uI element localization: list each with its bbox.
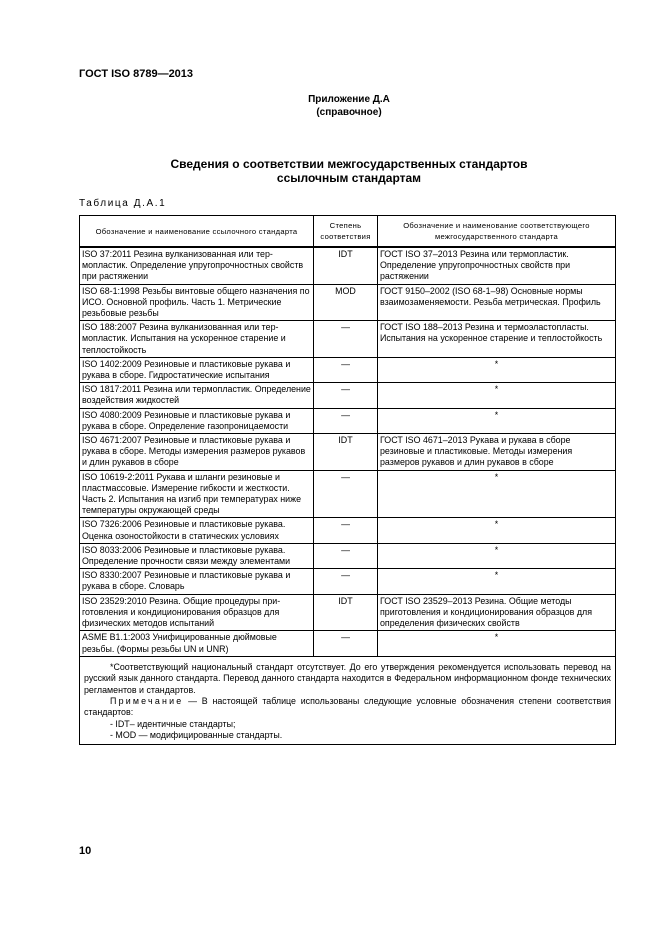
corr-cell: * xyxy=(378,357,616,382)
section-title xyxy=(0,157,661,185)
corr-cell: ГОСТ ISO 4671–2013 Рукава и рукава в сборе резиновые и пластиковые. Методы измерения размеров рукавов и длин рукавов в сборе xyxy=(378,434,616,471)
table-row xyxy=(80,569,616,594)
corr-cell: * xyxy=(378,518,616,543)
table-row xyxy=(80,631,616,656)
ref-cell: ISO 4671:2007 Резиновые и пластиковые рукава и рукава в сборе. Методы измерения размеров рукавов и длин рукавов в сборе xyxy=(80,434,314,471)
degree-cell: — xyxy=(314,518,378,543)
ref-cell: ASME B1.1:2003 Унифицированные дюймовые резьбы. (Формы резьбы UN и UNR) xyxy=(80,631,314,656)
appendix-subtitle: (справочное) xyxy=(316,107,382,118)
table-row xyxy=(80,284,616,321)
degree-cell: — xyxy=(314,321,378,358)
header-degree: Степень соответствия xyxy=(314,216,378,248)
corr-cell: ГОСТ ISO 37–2013 Резина или термопластик. Определение упругопрочностных свойств при растяжении xyxy=(378,247,616,284)
standards-table xyxy=(79,215,616,745)
table-row xyxy=(80,543,616,568)
table-row xyxy=(80,434,616,471)
corr-cell: ГОСТ 9150–2002 (ISO 68-1–98) Основные нормы взаимозаменяемости. Резьба метрическая. Профиль xyxy=(378,284,616,321)
degree-cell: — xyxy=(314,631,378,656)
table-row xyxy=(80,518,616,543)
header-corr: Обозначение и наименование соответствующего межгосударственного стандарта xyxy=(378,216,616,248)
corr-cell: * xyxy=(378,383,616,408)
degree-cell: IDT xyxy=(314,434,378,471)
corr-cell: * xyxy=(378,543,616,568)
ref-cell: ISO 188:2007 Резина вулканизованная или термопластик. Испытания на ускоренное старение и теплостойкость xyxy=(80,321,314,358)
table-notes-row xyxy=(80,656,616,744)
note-idt: - IDT– идентичные стандарты; xyxy=(110,718,236,729)
section-title-line1: Сведения о соответствии межгосударственных стандартов xyxy=(170,157,528,171)
ref-cell: ISO 1817:2011 Резина или термопластик. Определение воздействия жидкостей xyxy=(80,383,314,408)
table-row xyxy=(80,470,616,518)
table-notes-cell xyxy=(80,656,616,744)
ref-cell: ISO 7326:2006 Резиновые и пластиковые рукава. Оценка озоностойкости в статических условиях xyxy=(80,518,314,543)
ref-cell: ISO 4080:2009 Резиновые и пластиковые рукава и рукава в сборе. Определение газопроницаемости xyxy=(80,408,314,433)
degree-cell: IDT xyxy=(314,594,378,631)
degree-cell: — xyxy=(314,357,378,382)
ref-cell: ISO 8033:2006 Резиновые и пластиковые рукава. Определение прочности связи между элементами xyxy=(80,543,314,568)
page-number: 10 xyxy=(79,845,92,857)
corr-cell: * xyxy=(378,569,616,594)
degree-cell: MOD xyxy=(314,284,378,321)
corr-cell: * xyxy=(378,631,616,656)
ref-cell: ISO 1402:2009 Резиновые и пластиковые рукава и рукава в сборе. Гидростатические испытания xyxy=(80,357,314,382)
degree-cell: — xyxy=(314,408,378,433)
table-header-row xyxy=(80,216,616,248)
note-text: — В настоящей таблице использованы следующие условные обозначения степени соответствия стандартов: xyxy=(84,695,611,718)
note-word: Примечание xyxy=(110,695,184,706)
ref-cell: ISO 8330:2007 Резиновые и пластиковые рукава и рукава в сборе. Словарь xyxy=(80,569,314,594)
note-paragraph xyxy=(84,696,611,719)
appendix-heading xyxy=(0,93,661,119)
ref-cell: ISO 37:2011 Резина вулканизованная или термопластик. Определение упругопрочностных свойств при растяжении xyxy=(80,247,314,284)
table-row xyxy=(80,408,616,433)
table-row xyxy=(80,247,616,284)
table-label: Таблица Д.А.1 xyxy=(79,198,167,209)
degree-cell: — xyxy=(314,470,378,518)
corr-cell: ГОСТ ISO 23529–2013 Резина. Общие методы приготовления и кондиционирования образцов для определения физических свойств xyxy=(378,594,616,631)
document-code: ГОСТ ISO 8789—2013 xyxy=(79,68,194,80)
table-row xyxy=(80,321,616,358)
section-title-line2: ссылочным стандартам xyxy=(276,171,422,185)
ref-cell: ISO 68-1:1998 Резьбы винтовые общего назначения по ИСО. Основной профиль. Часть 1. Метрические резьбовые резьбы xyxy=(80,284,314,321)
table-row xyxy=(80,383,616,408)
note-mod: - MOD — модифицированные стандарты. xyxy=(110,730,283,741)
footnote: *Соответствующий национальный стандарт отсутствует. До его утверждения рекомендуется использовать перевод на русский язык данного стандарта. Перевод данного стандарта находится в Федеральном информационном фонде технических регламентов и стандартов. xyxy=(84,661,611,695)
degree-cell: — xyxy=(314,383,378,408)
header-ref: Обозначение и наименование ссылочного стандарта xyxy=(80,216,314,248)
corr-cell: * xyxy=(378,408,616,433)
appendix-title: Приложение Д.А xyxy=(308,94,390,105)
degree-cell: — xyxy=(314,569,378,594)
table-row xyxy=(80,594,616,631)
degree-cell: — xyxy=(314,543,378,568)
ref-cell: ISO 23529:2010 Резина. Общие процедуры приготовления и кондиционирования образцов для физических методов испытаний xyxy=(80,594,314,631)
degree-cell: IDT xyxy=(314,247,378,284)
table-row xyxy=(80,357,616,382)
corr-cell: * xyxy=(378,470,616,518)
corr-cell: ГОСТ ISO 188–2013 Резина и термоэластопласты. Испытания на ускоренное старение и теплостойкость xyxy=(378,321,616,358)
ref-cell: ISO 10619-2:2011 Рукава и шланги резиновые и пластмассовые. Измерение гибкости и жесткости. Часть 2. Испытания на изгиб при температурах ниже температуры окружающей среды xyxy=(80,470,314,518)
